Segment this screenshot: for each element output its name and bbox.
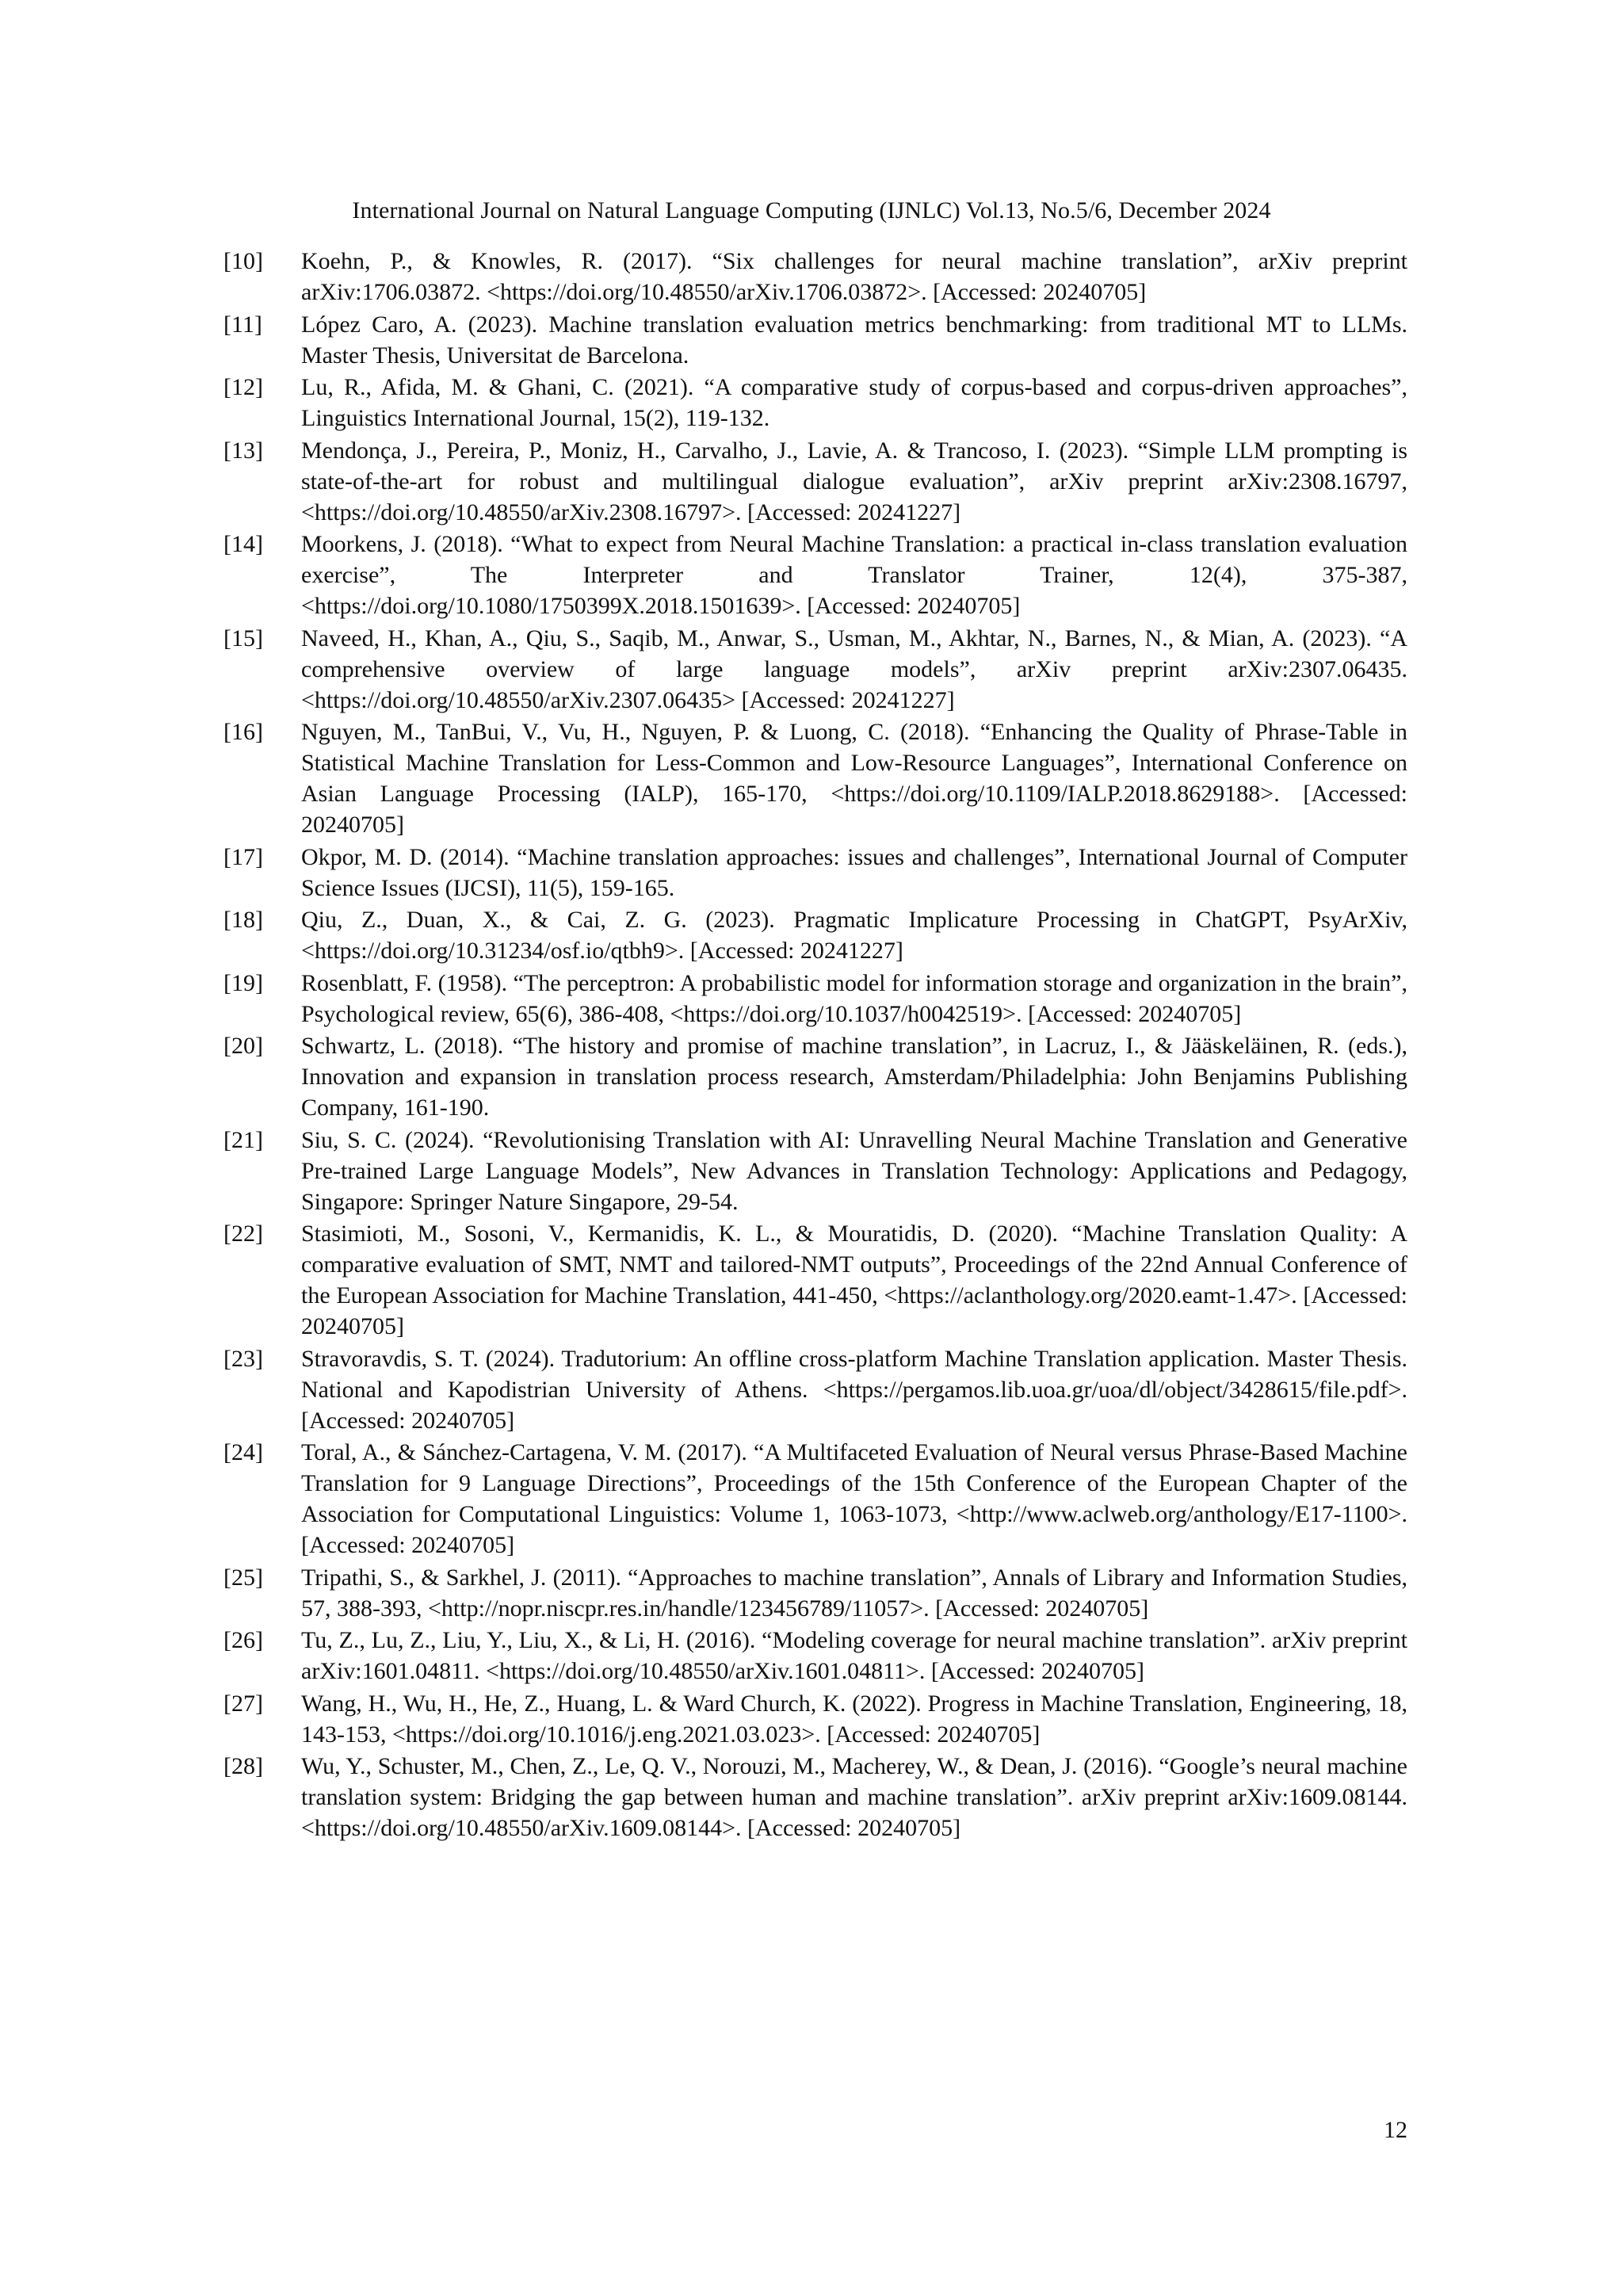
reference-item — [223, 1625, 1407, 1687]
reference-text: Stasimioti, M., Sosoni, V., Kermanidis, K. L., & Mouratidis, D. (2020). “Machine Translation Quality: A comparative evaluation of SMT, NMT and tailored-NMT outputs”, Proceedings of the 22nd Annual Conference of the European Association for Machine Translation, 441-450, <https://aclanthology.org/2020.eamt-1.47>. [Accessed: 20240705] — [301, 1221, 1407, 1339]
reference-item — [223, 968, 1407, 1030]
reference-item — [223, 1562, 1407, 1624]
reference-list — [223, 246, 1407, 1845]
reference-number: [21] — [223, 1126, 263, 1153]
page-header: International Journal on Natural Language Computing (IJNLC) Vol.13, No.5/6, December 2024 — [352, 197, 1271, 223]
reference-number: [20] — [223, 1033, 263, 1059]
reference-text: Tu, Z., Lu, Z., Liu, Y., Liu, X., & Li, H. (2016). “Modeling coverage for neural machine translation”. arXiv preprint arXiv:1601.04811. <https://doi.org/10.48550/arXiv.1601.04811>. [Accessed: 20240705] — [301, 1627, 1407, 1684]
reference-item — [223, 372, 1407, 434]
reference-item — [223, 1125, 1407, 1217]
reference-text: Mendonça, J., Pereira, P., Moniz, H., Carvalho, J., Lavie, A. & Trancoso, I. (2023). “Simple LLM prompting is state-of-the-art for robust and multilingual dialogue evaluation”, arXiv preprint arXiv:2308.16797, <https://doi.org/10.48550/arXiv.2308.16797>. [Accessed: 20241227] — [301, 437, 1407, 525]
reference-number: [11] — [223, 311, 262, 338]
reference-number: [22] — [223, 1221, 263, 1247]
reference-item — [223, 1437, 1407, 1561]
reference-text: López Caro, A. (2023). Machine translation evaluation metrics benchmarking: from traditional MT to LLMs. Master Thesis, Universitat de Barcelona. — [301, 311, 1407, 369]
page-number: 12 — [1384, 2117, 1407, 2143]
reference-item — [223, 716, 1407, 840]
reference-number: [25] — [223, 1564, 263, 1591]
reference-number: [26] — [223, 1627, 263, 1653]
reference-item — [223, 435, 1407, 528]
reference-text: Toral, A., & Sánchez-Cartagena, V. M. (2017). “A Multifaceted Evaluation of Neural versus Phrase-Based Machine Translation for 9 Language Directions”, Proceedings of the 15th Conference of the European Chapter of the Association for Computational Linguistics: Volume 1, 1063-1073, <http://www.aclweb.org/anthology/E17-1100>. [Accessed: 20240705] — [301, 1439, 1407, 1558]
reference-number: [14] — [223, 531, 263, 557]
reference-text: Nguyen, M., TanBui, V., Vu, H., Nguyen, P. & Luong, C. (2018). “Enhancing the Quality of Phrase-Table in Statistical Machine Translation for Less-Common and Low-Resource Languages”, International Conference on Asian Language Processing (IALP), 165-170, <https://doi.org/10.1109/IALP.2018.8629188>. [Accessed: 20240705] — [301, 719, 1407, 838]
reference-number: [28] — [223, 1753, 263, 1779]
reference-text: Qiu, Z., Duan, X., & Cai, Z. G. (2023). Pragmatic Implicature Processing in ChatGPT, PsyArXiv, <https://doi.org/10.31234/osf.io/qtbh9>. [Accessed: 20241227] — [301, 907, 1407, 964]
reference-number: [17] — [223, 843, 263, 870]
reference-item — [223, 246, 1407, 308]
reference-item — [223, 1751, 1407, 1843]
reference-text: Wang, H., Wu, H., He, Z., Huang, L. & Ward Church, K. (2022). Progress in Machine Translation, Engineering, 18, 143-153, <https://doi.org/10.1016/j.eng.2021.03.023>. [Accessed: 20240705] — [301, 1690, 1407, 1748]
reference-item — [223, 1030, 1407, 1123]
reference-number: [19] — [223, 969, 263, 996]
reference-number: [16] — [223, 719, 263, 745]
reference-text: Rosenblatt, F. (1958). “The perceptron: A probabilistic model for information storage and organization in the brain”, Psychological review, 65(6), 386-408, <https://doi.org/10.1037/h0042519>. [Accessed: 20240705] — [301, 969, 1407, 1027]
reference-text: Koehn, P., & Knowles, R. (2017). “Six challenges for neural machine translation”, arXiv preprint arXiv:1706.03872. <https://doi.org/10.48550/arXiv.1706.03872>. [Accessed: 20240705] — [301, 248, 1407, 305]
reference-item — [223, 1218, 1407, 1342]
reference-number: [18] — [223, 907, 263, 933]
reference-number: [15] — [223, 625, 263, 651]
reference-number: [12] — [223, 374, 263, 400]
reference-item — [223, 529, 1407, 621]
reference-item — [223, 623, 1407, 716]
reference-number: [13] — [223, 437, 263, 464]
reference-text: Wu, Y., Schuster, M., Chen, Z., Le, Q. V., Norouzi, M., Macherey, W., & Dean, J. (2016). “Google’s neural machine translation system: Bridging the gap between human and machine translation”. arXiv preprint arXiv:1609.08144. <https://doi.org/10.48550/arXiv.1609.08144>. [Accessed: 20240705] — [301, 1753, 1407, 1841]
reference-number: [23] — [223, 1345, 263, 1372]
reference-item — [223, 904, 1407, 966]
reference-number: [27] — [223, 1690, 263, 1717]
reference-text: Moorkens, J. (2018). “What to expect from Neural Machine Translation: a practical in-class translation evaluation exercise”, The Interpreter and Translator Trainer, 12(4), 375-387, <https://doi.org/10.1080/1750399X.2018.1501639>. [Accessed: 20240705] — [301, 531, 1407, 619]
reference-number: [24] — [223, 1439, 263, 1465]
reference-item — [223, 842, 1407, 904]
reference-item — [223, 1688, 1407, 1750]
reference-text: Okpor, M. D. (2014). “Machine translation approaches: issues and challenges”, International Journal of Computer Science Issues (IJCSI), 11(5), 159-165. — [301, 843, 1407, 901]
reference-item — [223, 1343, 1407, 1436]
reference-text: Schwartz, L. (2018). “The history and promise of machine translation”, in Lacruz, I., & Jääskeläinen, R. (eds.), Innovation and expansion in translation process research, Amsterdam/Philadelphia: John Benjamins Publishing Company, 161-190. — [301, 1033, 1407, 1121]
reference-item — [223, 309, 1407, 371]
reference-text: Lu, R., Afida, M. & Ghani, C. (2021). “A comparative study of corpus-based and corpus-driven approaches”, Linguistics International Journal, 15(2), 119-132. — [301, 374, 1407, 431]
reference-text: Stravoravdis, S. T. (2024). Tradutorium: An offline cross-platform Machine Translation application. Master Thesis. National and Kapodistrian University of Athens. <https://pergamos.lib.uoa.gr/uoa/dl/object/3428615/file.pdf>. [Accessed: 20240705] — [301, 1345, 1407, 1434]
reference-text: Tripathi, S., & Sarkhel, J. (2011). “Approaches to machine translation”, Annals of Library and Information Studies, 57, 388-393, <http://nopr.niscpr.res.in/handle/123456789/11057>. [Accessed: 20240705] — [301, 1564, 1407, 1622]
reference-text: Siu, S. C. (2024). “Revolutionising Translation with AI: Unravelling Neural Machine Translation and Generative Pre-trained Large Language Models”, New Advances in Translation Technology: Applications and Pedagogy, Singapore: Springer Nature Singapore, 29-54. — [301, 1126, 1407, 1215]
reference-text: Naveed, H., Khan, A., Qiu, S., Saqib, M., Anwar, S., Usman, M., Akhtar, N., Barnes, N., & Mian, A. (2023). “A comprehensive overview of large language models”, arXiv preprint arXiv:2307.06435. <https://doi.org/10.48550/arXiv.2307.06435> [Accessed: 20241227] — [301, 625, 1407, 713]
reference-number: [10] — [223, 248, 263, 274]
